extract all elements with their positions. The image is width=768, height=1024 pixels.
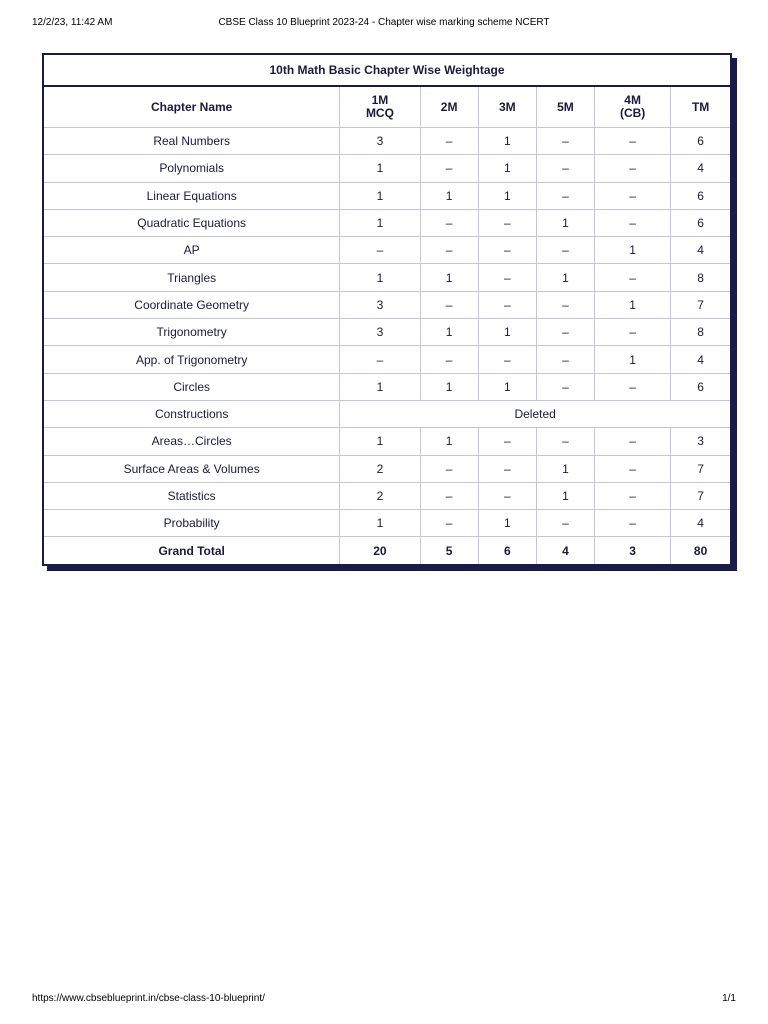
- cell-chapter-name: Constructions: [43, 400, 340, 427]
- cell-2m: –: [420, 482, 478, 509]
- table-row: [43, 319, 731, 346]
- cell-3m: –: [478, 346, 536, 373]
- cell-1m-mcq: 1: [340, 428, 420, 455]
- cell-tm: 7: [671, 291, 731, 318]
- cell-chapter-name: AP: [43, 237, 340, 264]
- cell-3m: –: [478, 209, 536, 236]
- cell-1m-mcq: 1: [340, 182, 420, 209]
- cell-4m-cb: –: [595, 428, 671, 455]
- cell-chapter-name: Coordinate Geometry: [43, 291, 340, 318]
- cell-tm: 3: [671, 428, 731, 455]
- cell-4m-cb: –: [595, 209, 671, 236]
- table-row: [43, 510, 731, 537]
- cell-5m: 1: [536, 264, 594, 291]
- cell-chapter-name: Circles: [43, 373, 340, 400]
- table-row: [43, 128, 731, 155]
- cell-4m-cb: –: [595, 482, 671, 509]
- cell-5m: –: [536, 155, 594, 182]
- print-page-number: 1/1: [722, 993, 736, 1004]
- cell-3m: –: [478, 264, 536, 291]
- cell-1m-mcq: 1: [340, 264, 420, 291]
- table-row: [43, 155, 731, 182]
- cell-chapter-name: Grand Total: [43, 537, 340, 565]
- cell-4m-cb: –: [595, 128, 671, 155]
- cell-3m: 1: [478, 182, 536, 209]
- table-body: [43, 128, 731, 565]
- cell-2m: 5: [420, 537, 478, 565]
- cell-3m: 1: [478, 373, 536, 400]
- cell-tm: 7: [671, 455, 731, 482]
- cell-3m: –: [478, 291, 536, 318]
- cell-1m-mcq: 3: [340, 128, 420, 155]
- cell-tm: 4: [671, 346, 731, 373]
- cell-chapter-name: Linear Equations: [43, 182, 340, 209]
- cell-1m-mcq: 3: [340, 291, 420, 318]
- cell-3m: 6: [478, 537, 536, 565]
- cell-3m: 1: [478, 319, 536, 346]
- cell-2m: –: [420, 237, 478, 264]
- cell-1m-mcq: 1: [340, 155, 420, 182]
- cell-1m-mcq: 1: [340, 510, 420, 537]
- cell-1m-mcq: 3: [340, 319, 420, 346]
- cell-4m-cb: –: [595, 155, 671, 182]
- cell-tm: 4: [671, 237, 731, 264]
- cell-tm: 4: [671, 155, 731, 182]
- cell-chapter-name: Polynomials: [43, 155, 340, 182]
- header-4m-line2: (CB): [619, 106, 646, 120]
- cell-5m: 1: [536, 209, 594, 236]
- header-chapter-name: Chapter Name: [43, 86, 340, 128]
- table-row: [43, 291, 731, 318]
- header-1m-mcq: [340, 86, 420, 128]
- table-header-row: [43, 86, 731, 128]
- cell-tm: 8: [671, 264, 731, 291]
- table-row: [43, 428, 731, 455]
- table-row: [43, 482, 731, 509]
- cell-4m-cb: 1: [595, 346, 671, 373]
- cell-tm: 4: [671, 510, 731, 537]
- header-4m-line1: 4M: [624, 93, 641, 107]
- cell-tm: 6: [671, 128, 731, 155]
- cell-1m-mcq: –: [340, 237, 420, 264]
- table-row-grand-total: [43, 537, 731, 565]
- header-tm: TM: [671, 86, 731, 128]
- print-url: https://www.cbseblueprint.in/cbse-class-10-blueprint/: [32, 993, 265, 1004]
- cell-4m-cb: 1: [595, 237, 671, 264]
- cell-5m: –: [536, 237, 594, 264]
- cell-2m: 1: [420, 264, 478, 291]
- cell-2m: –: [420, 209, 478, 236]
- cell-5m: 1: [536, 455, 594, 482]
- cell-3m: 1: [478, 128, 536, 155]
- cell-chapter-name: Probability: [43, 510, 340, 537]
- cell-4m-cb: –: [595, 264, 671, 291]
- cell-1m-mcq: 2: [340, 455, 420, 482]
- print-doc-title: CBSE Class 10 Blueprint 2023-24 - Chapter wise marking scheme NCERT: [218, 17, 550, 28]
- cell-chapter-name: Statistics: [43, 482, 340, 509]
- cell-5m: –: [536, 346, 594, 373]
- cell-4m-cb: –: [595, 319, 671, 346]
- cell-1m-mcq: 1: [340, 373, 420, 400]
- print-datetime: 12/2/23, 11:42 AM: [32, 17, 113, 28]
- cell-2m: 1: [420, 373, 478, 400]
- table-row: [43, 264, 731, 291]
- cell-1m-mcq: –: [340, 346, 420, 373]
- cell-chapter-name: App. of Trigonometry: [43, 346, 340, 373]
- cell-3m: –: [478, 455, 536, 482]
- cell-2m: –: [420, 455, 478, 482]
- cell-5m: 4: [536, 537, 594, 565]
- cell-4m-cb: 1: [595, 291, 671, 318]
- cell-tm: 8: [671, 319, 731, 346]
- cell-5m: –: [536, 182, 594, 209]
- cell-tm: 6: [671, 209, 731, 236]
- header-5m: 5M: [536, 86, 594, 128]
- cell-3m: –: [478, 237, 536, 264]
- cell-chapter-name: Areas…Circles: [43, 428, 340, 455]
- cell-3m: 1: [478, 155, 536, 182]
- cell-2m: 1: [420, 319, 478, 346]
- cell-4m-cb: –: [595, 455, 671, 482]
- cell-4m-cb: –: [595, 373, 671, 400]
- cell-chapter-name: Triangles: [43, 264, 340, 291]
- cell-chapter-name: Surface Areas & Volumes: [43, 455, 340, 482]
- header-3m: 3M: [478, 86, 536, 128]
- cell-tm: 6: [671, 373, 731, 400]
- table-row: [43, 209, 731, 236]
- cell-4m-cb: 3: [595, 537, 671, 565]
- cell-tm: 6: [671, 182, 731, 209]
- cell-3m: 1: [478, 510, 536, 537]
- header-1m-line1: 1M: [371, 93, 389, 107]
- cell-tm: 80: [671, 537, 731, 565]
- cell-5m: –: [536, 428, 594, 455]
- table-row: [43, 346, 731, 373]
- cell-1m-mcq: 20: [340, 537, 420, 565]
- cell-5m: –: [536, 510, 594, 537]
- cell-chapter-name: Real Numbers: [43, 128, 340, 155]
- cell-2m: 1: [420, 182, 478, 209]
- cell-deleted-status: Deleted: [340, 400, 731, 427]
- cell-4m-cb: –: [595, 510, 671, 537]
- cell-5m: –: [536, 128, 594, 155]
- cell-3m: –: [478, 428, 536, 455]
- table-row: [43, 237, 731, 264]
- cell-2m: 1: [420, 428, 478, 455]
- table-row: [43, 373, 731, 400]
- cell-2m: –: [420, 510, 478, 537]
- print-header: [0, 17, 768, 31]
- cell-5m: 1: [536, 482, 594, 509]
- cell-1m-mcq: 1: [340, 209, 420, 236]
- header-2m: 2M: [420, 86, 478, 128]
- cell-chapter-name: Trigonometry: [43, 319, 340, 346]
- cell-5m: –: [536, 319, 594, 346]
- cell-chapter-name: Quadratic Equations: [43, 209, 340, 236]
- header-4m-cb: [595, 86, 671, 128]
- cell-5m: –: [536, 373, 594, 400]
- cell-4m-cb: –: [595, 182, 671, 209]
- weightage-table-container: [42, 53, 732, 566]
- table-row: [43, 455, 731, 482]
- cell-2m: –: [420, 346, 478, 373]
- table-row-constructions: [43, 400, 731, 427]
- cell-5m: –: [536, 291, 594, 318]
- header-1m-line2: MCQ: [365, 106, 394, 120]
- cell-1m-mcq: 2: [340, 482, 420, 509]
- cell-3m: –: [478, 482, 536, 509]
- cell-2m: –: [420, 291, 478, 318]
- cell-tm: 7: [671, 482, 731, 509]
- table-row: [43, 182, 731, 209]
- cell-2m: –: [420, 155, 478, 182]
- table-caption: 10th Math Basic Chapter Wise Weightage: [43, 54, 731, 86]
- weightage-table: [42, 53, 732, 566]
- cell-2m: –: [420, 128, 478, 155]
